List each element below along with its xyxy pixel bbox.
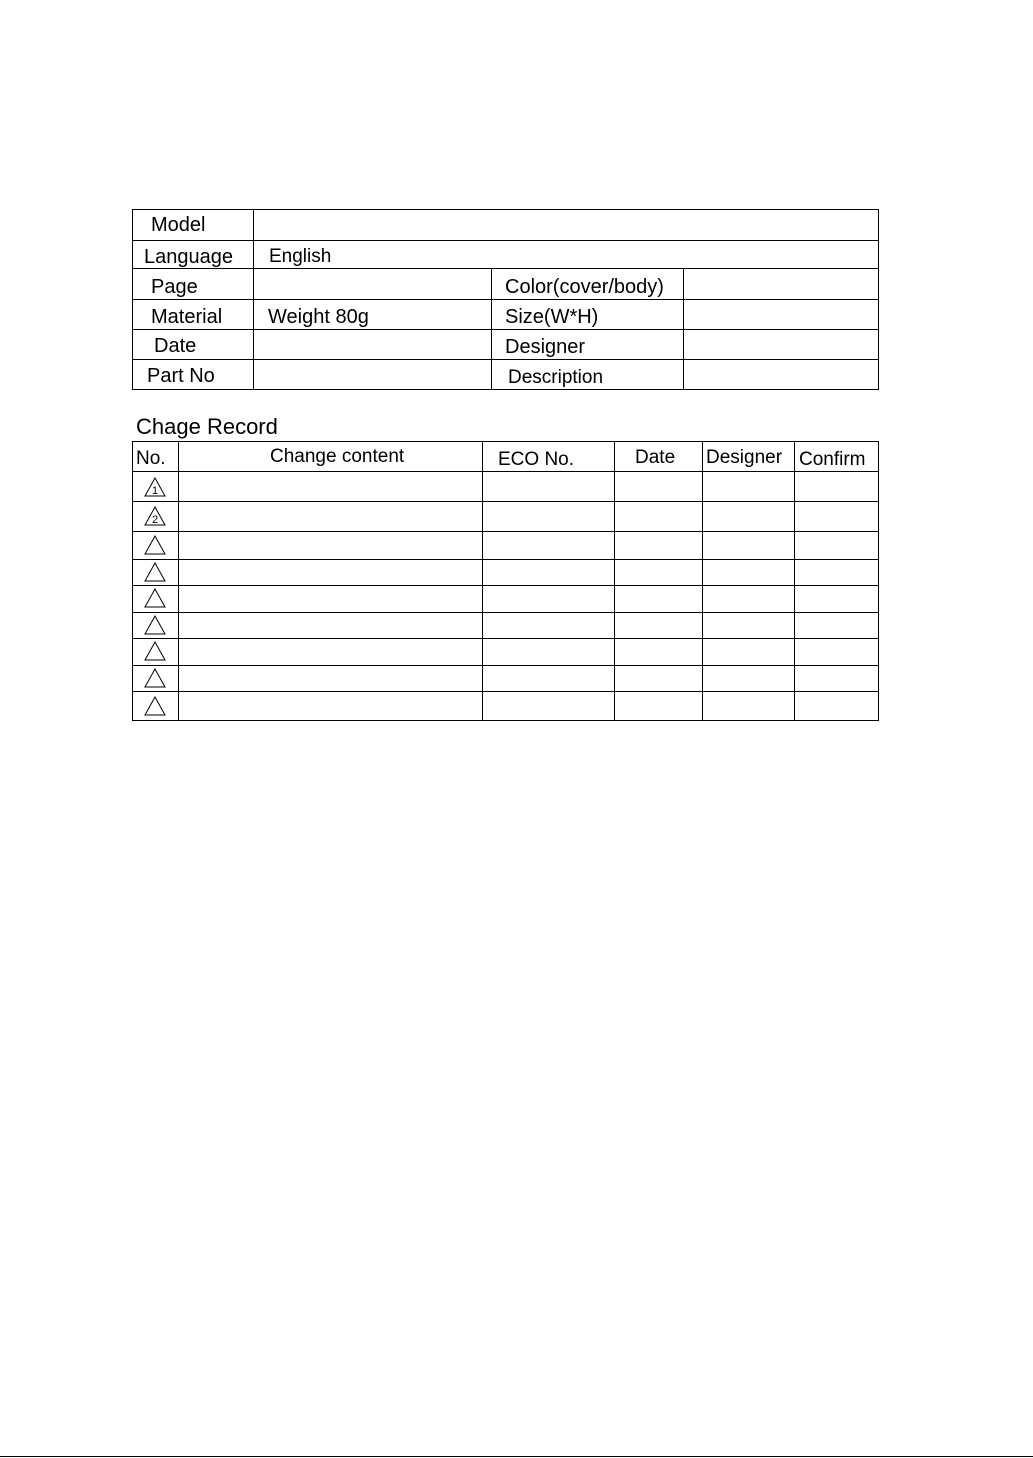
table-border (878, 209, 879, 390)
table-border (132, 329, 879, 330)
table-border (794, 441, 795, 721)
table-border (132, 691, 879, 692)
table-border (491, 268, 492, 390)
table-border (132, 501, 879, 502)
header-change-content: Change content (270, 446, 405, 467)
table-border (132, 389, 879, 390)
table-border (132, 559, 879, 560)
table-border (132, 665, 879, 666)
color-label: Color(cover/body) (505, 276, 664, 298)
date-label: Date (154, 335, 197, 357)
table-border (614, 441, 615, 721)
table-border (132, 531, 879, 532)
table-border (132, 638, 879, 639)
table-border (683, 268, 684, 390)
table-border (132, 720, 879, 721)
table-border (482, 441, 483, 721)
revision-triangle-icon (144, 641, 166, 661)
table-border (878, 441, 879, 721)
header-date: Date (635, 447, 676, 468)
language-value: English (269, 246, 332, 267)
table-border (132, 299, 879, 300)
change-record-title: Chage Record (136, 414, 278, 439)
page-edge-line (0, 1456, 1033, 1457)
header-confirm: Confirm (799, 449, 866, 470)
revision-triangle-icon (144, 615, 166, 635)
material-label: Material (151, 306, 223, 328)
model-label: Model (151, 214, 206, 236)
svg-text:2: 2 (151, 514, 159, 526)
revision-triangle-icon (144, 535, 166, 555)
table-border (132, 471, 879, 472)
revision-triangle-icon (144, 668, 166, 688)
header-designer: Designer (706, 447, 783, 468)
table-border (132, 209, 879, 210)
page-label: Page (151, 276, 198, 298)
revision-triangle-icon (144, 562, 166, 582)
revision-triangle-icon (144, 696, 166, 716)
table-border (132, 209, 133, 390)
table-border (132, 612, 879, 613)
material-value: Weight 80g (268, 306, 369, 328)
revision-triangle-icon (144, 588, 166, 608)
header-eco-no: ECO No. (498, 449, 575, 470)
table-border (702, 441, 703, 721)
revision-triangle-icon (144, 477, 166, 497)
header-no: No. (136, 448, 166, 469)
info-table (0, 0, 1033, 400)
table-border (132, 240, 879, 241)
revision-triangle-icon (144, 506, 166, 526)
table-border (132, 441, 133, 721)
svg-text:1: 1 (151, 485, 159, 497)
table-border (253, 209, 254, 390)
table-border (132, 359, 879, 360)
table-border (178, 441, 179, 721)
language-label: Language (144, 246, 233, 268)
table-border (132, 441, 879, 442)
description-label: Description (508, 367, 604, 388)
size-label: Size(W*H) (505, 306, 599, 328)
table-border (132, 585, 879, 586)
table-border (132, 268, 879, 269)
partno-label: Part No (147, 365, 215, 387)
designer-label: Designer (505, 336, 586, 358)
